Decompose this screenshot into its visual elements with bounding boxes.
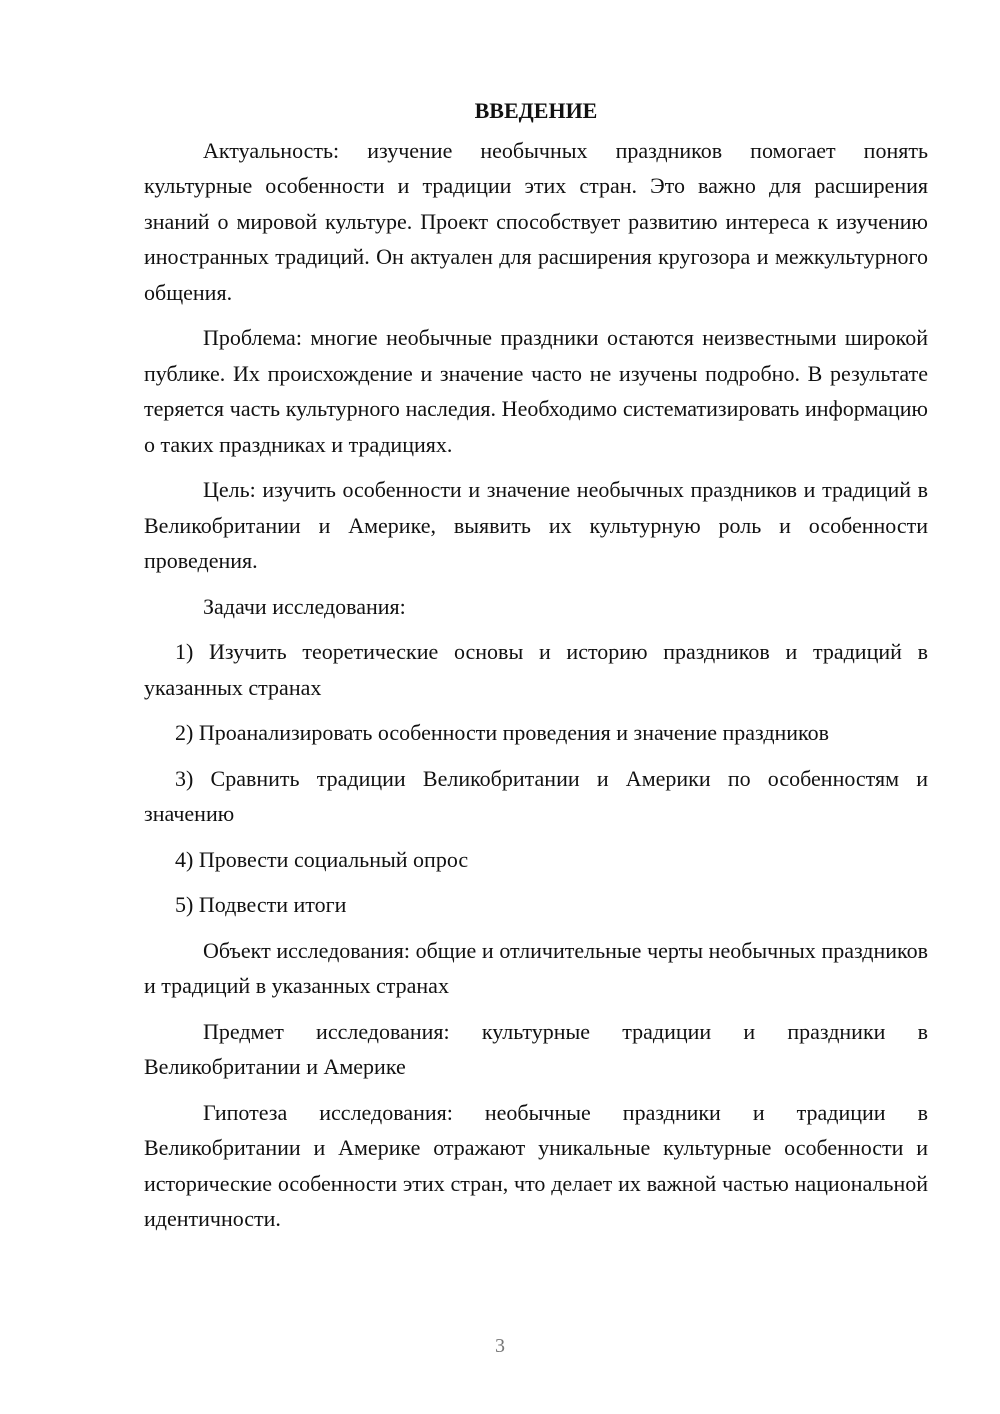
goal-paragraph: Цель: изучить особенности и значение необычных праздников и традиций в Великобритании и Америке, выявить их культурную роль и особенности проведения. xyxy=(144,477,928,573)
task-item: 5) Подвести итоги xyxy=(175,892,347,917)
section-title: ВВЕДЕНИЕ xyxy=(474,98,598,123)
subject-paragraph: Предмет исследования: культурные традиции и праздники в Великобритании и Америке xyxy=(144,1018,928,1079)
task-item: 2) Проанализировать особенности проведения и значение праздников xyxy=(175,720,830,745)
tasks-heading: Задачи исследования: xyxy=(203,593,406,619)
object-paragraph: Объект исследования: общие и отличительные черты необычных праздников и традиций в указанных странах xyxy=(144,937,928,998)
relevance-paragraph: Актуальность: изучение необычных праздников помогает понять культурные особенности и традиции этих стран. Это важно для расширения знаний о мировой культуре. Проект способствует развитию интереса к изучению иностранных традиций. Он актуален для расширения кругозора и межкультурного общения. xyxy=(144,137,928,305)
problem-paragraph: Проблема: многие необычные праздники остаются неизвестными широкой публике. Их происхождение и значение часто не изучены подробно. В результате теряется часть культурного наследия. Необходимо систематизировать информацию о таких праздниках и традициях. xyxy=(144,325,928,457)
task-item: 4) Провести социальный опрос xyxy=(175,846,469,872)
hypothesis-paragraph: Гипотеза исследования: необычные праздники и традиции в Великобритании и Америке отражают уникальные культурные особенности и исторические особенности этих стран, что делает их важной частью национальной идентичности. xyxy=(144,1099,928,1231)
page-number: 3 xyxy=(495,1335,505,1357)
tasks-list xyxy=(144,634,928,923)
task-item: 3) Сравнить традиции Великобритании и Америки по особенностям и значению xyxy=(144,765,928,826)
task-item: 1) Изучить теоретические основы и историю праздников и традиций в указанных странах xyxy=(144,639,928,700)
page-content xyxy=(144,93,928,1247)
